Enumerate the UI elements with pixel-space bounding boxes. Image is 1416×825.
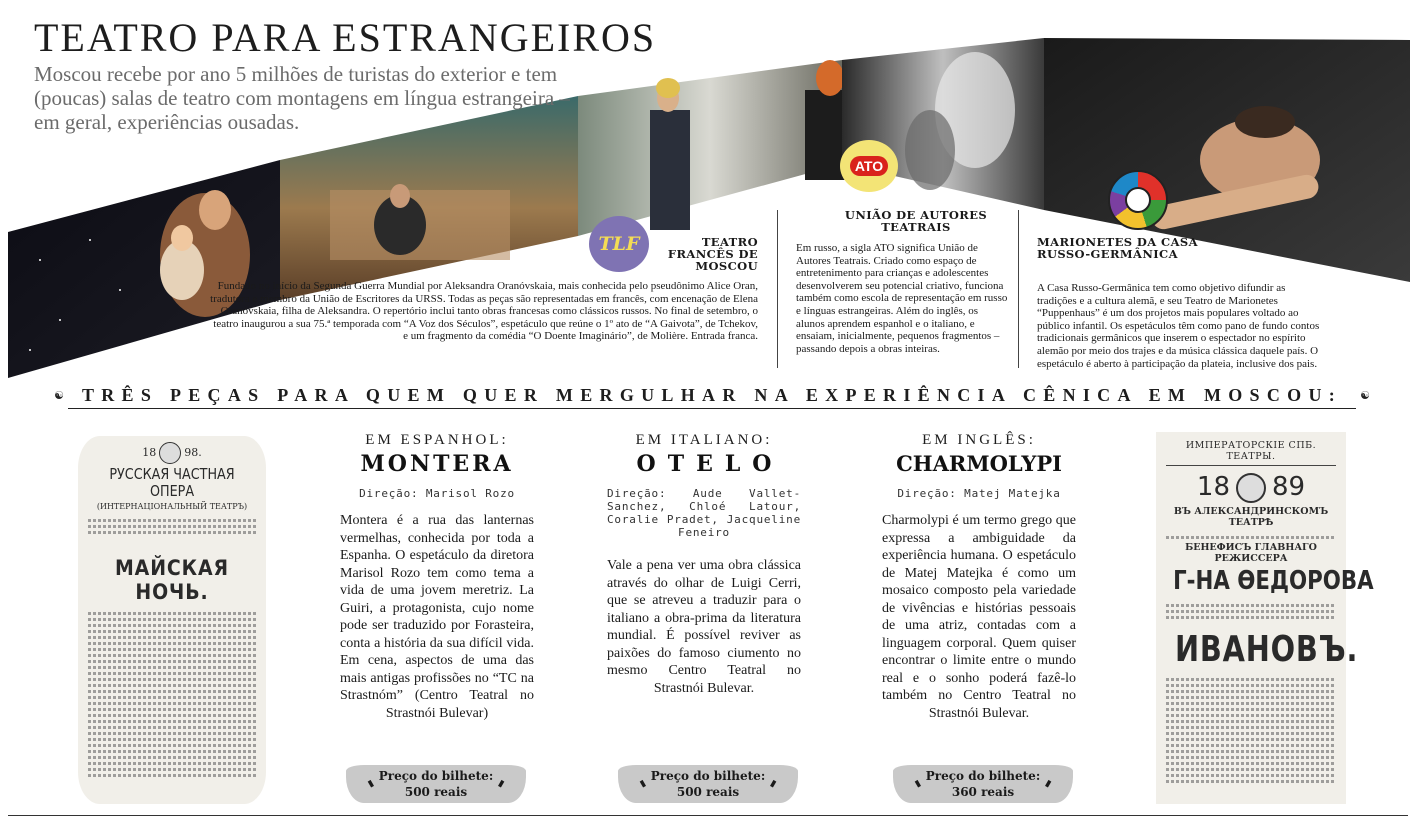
poster-benefit: БЕНЕФИСЪ ГЛАВНАГО РЕЖИССЕРА: [1185, 541, 1317, 564]
play-description: Montera é a rua das lanternas vermelhas, conhecida por toda a Espanha. O espetáculo da diretora Marisol Rozo tem como tema a vida de uma jovem meretriz. La Guiri, a protagonista, cujo nome pode ser traduzido por Forasteira, conta a história da sua difícil vida. Em cena, aspectos de uma das mais antigas profissões no “TC na Strastnóm” (Centro Teatral no Strastnói Bulevar): [340, 513, 534, 721]
play-description: Vale a pena ver uma obra clássica através do olhar de Luigi Cerri, que se atreveu a traduzir para o italiano a obra-prima da literatura mundial. É possível reviver as paixões do famoso ciumento no mesmo Centro Teatral no Strastnói Bulevar.: [607, 558, 801, 696]
poster-director-name: Г-НА ѲЕДОРОВА: [1173, 565, 1374, 596]
poster-fine-print: [1166, 604, 1336, 619]
bottom-rule: [8, 815, 1408, 816]
play-title: MONTERA: [360, 451, 514, 477]
poster-year: 18 98.: [78, 442, 266, 464]
play-montera: [340, 432, 534, 722]
ticket-price-badge: ▮ Preço do bilhete: 360 reais ▮: [893, 765, 1073, 803]
poster-play-title: МАЙСКАЯ НОЧЬ.: [114, 556, 230, 604]
poster-play-title: ИВАНОВЪ.: [1175, 628, 1359, 670]
poster-year: 18 89: [1196, 472, 1306, 502]
theatre-name-marionettes: MARIONETES DA CASA RUSSO-GERMÂNICA: [1037, 235, 1198, 261]
lead-paragraph: Moscou recebe por ano 5 milhões de turistas do exterior e tem (poucas) salas de teatro com montagens em língua estrangeira – em geral, experiências ousadas.: [34, 62, 570, 134]
theatre-name-tlf: TEATRO FRANCÊS DE MOSCOU: [667, 235, 758, 273]
page-title: TEATRO PARA ESTRANGEIROS: [34, 15, 657, 60]
play-direction: Direção: Aude Vallet-Sanchez, Chloé Latour, Coralie Pradet, Jacqueline Feneiro: [607, 487, 801, 539]
play-direction: Direção: Matej Matejka: [897, 487, 1061, 500]
poster-venue: ВЪ АЛЕКСАНДРИНСКОМЪ ТЕАТРѢ: [1173, 505, 1329, 528]
ticket-icon: ▮: [913, 778, 923, 790]
poster-cast-list: [88, 612, 256, 777]
poster-subtitle: (ИНТЕРНАЦІОНАЛЬНЫЙ ТЕАТРЪ): [96, 502, 248, 511]
theatre-name-ato: UNIÃO DE AUTORES TEATRAIS: [844, 208, 988, 234]
ticket-price-badge: ▮ Preço do bilhete: 500 reais ▮: [618, 765, 798, 803]
ticket-price-badge: ▮ Preço do bilhete: 500 reais ▮: [346, 765, 526, 803]
ticket-icon: ▮: [366, 778, 376, 790]
emblem-icon: [1236, 473, 1266, 503]
street-photo: [578, 60, 842, 236]
marionette-logo: [1108, 170, 1168, 230]
tlf-logo: TLF: [589, 216, 649, 272]
ticket-icon: ▮: [768, 778, 778, 790]
opera-poster: [78, 436, 266, 804]
play-language: EM INGLÊS:: [922, 432, 1036, 448]
poster-title: РУССКАЯ ЧАСТНАЯ ОПЕРА: [109, 465, 235, 500]
poster-header: ИМПЕРАТОРСКІЕ СПБ. ТЕАТРЫ.: [1166, 440, 1336, 466]
play-charmolypi: [882, 432, 1076, 722]
poster-fine-print: [88, 519, 256, 534]
poster-fine-print: [1166, 536, 1336, 539]
marionette-face-icon: [1125, 187, 1151, 213]
column-divider: [1018, 210, 1019, 368]
imperial-theatre-poster: [1156, 432, 1374, 804]
theatre-text-marionettes: A Casa Russo-Germânica tem como objetivo difundir as tradições e a cultura alemã, e seu Teatro de Marionetes “Puppenhaus” é um dos projetos mais populares voltado ao público infantil. Os espetáculos têm como pano de fundo contos tradicionais germânicos que inserem o espectador no espírito alemão por meio dos trajes e da música clássica daquele país. O espetáculo é aberto à participação da plateia, inclusive dos pais.: [1037, 282, 1320, 370]
ato-logo: ATO: [840, 140, 898, 192]
emblem-icon: [159, 442, 181, 464]
theatre-text-ato: Em russo, a sigla ATO significa União de Autores Teatrais. Criado como espaço de entretenimento para crianças e adolescentes desenvolverem seu potencial criativo, funciona também como escola de representação em russo e línguas estrangeiras. Além do inglês, os alunos aprendem espanhol e o italiano, e ensaiam, inicialmente, pequenos fragmentos – passando depois a obras inteiras.: [796, 242, 1008, 355]
theatre-masks-icon: ☯: [1360, 389, 1370, 402]
column-divider: [777, 210, 778, 368]
ticket-icon: ▮: [496, 778, 506, 790]
theatre-masks-icon: ☯: [54, 389, 64, 402]
play-otelo: [607, 432, 801, 697]
ticket-icon: ▮: [638, 778, 648, 790]
play-language: EM ITALIANO:: [635, 432, 773, 448]
theatre-text-tlf: Fundado no início da Segunda Guerra Mundial por Aleksandra Oranóvskaia, mais conhecida pelo pseudônimo Alice Oran, tradutora e membro da União de Escritores da URSS. Todas as peças são representadas em francês, com encenação de Elena Oranóvskaia, filha de Aleksandra. O repertório inclui tanto obras francesas como clássicos russos. No final de setembro, o teatro inaugurou a sua 75.ª temporada com “A Voz dos Séculos”, espetáculo que reúne o 1º ato de “A Gaivota”, de Tchekov, e um fragmento da comédia “O Doente Imaginário”, de Molière. Entrada franca.: [210, 280, 758, 343]
play-language: EM ESPANHOL:: [365, 432, 509, 448]
play-title: OTELO: [636, 451, 784, 477]
play-description: Charmolypi é um termo grego que expressa a ambiguidade da experiência humana. O espetáculo de Matej Matejka é como um mosaico composto pela variedade de vivências e histórias pessoais de uma atriz, contadas com a linguagem corporal. Quem quiser encontrar o limite entre o mundo real e o sonho poderá fazê-lo também no Centro Teatral no Strastnói Bulevar.: [882, 513, 1076, 721]
section-title: TRÊS PEÇAS PARA QUEM QUER MERGULHAR NA EXPERIÊNCIA CÊNICA EM MOSCOU:: [68, 384, 1356, 409]
ticket-icon: ▮: [1043, 778, 1053, 790]
play-direction: Direção: Marisol Rozo: [359, 487, 515, 500]
play-title: CHARMOLYPI: [896, 451, 1062, 476]
section-heading-bar: [52, 383, 1372, 409]
poster-cast-list: [1166, 678, 1336, 783]
